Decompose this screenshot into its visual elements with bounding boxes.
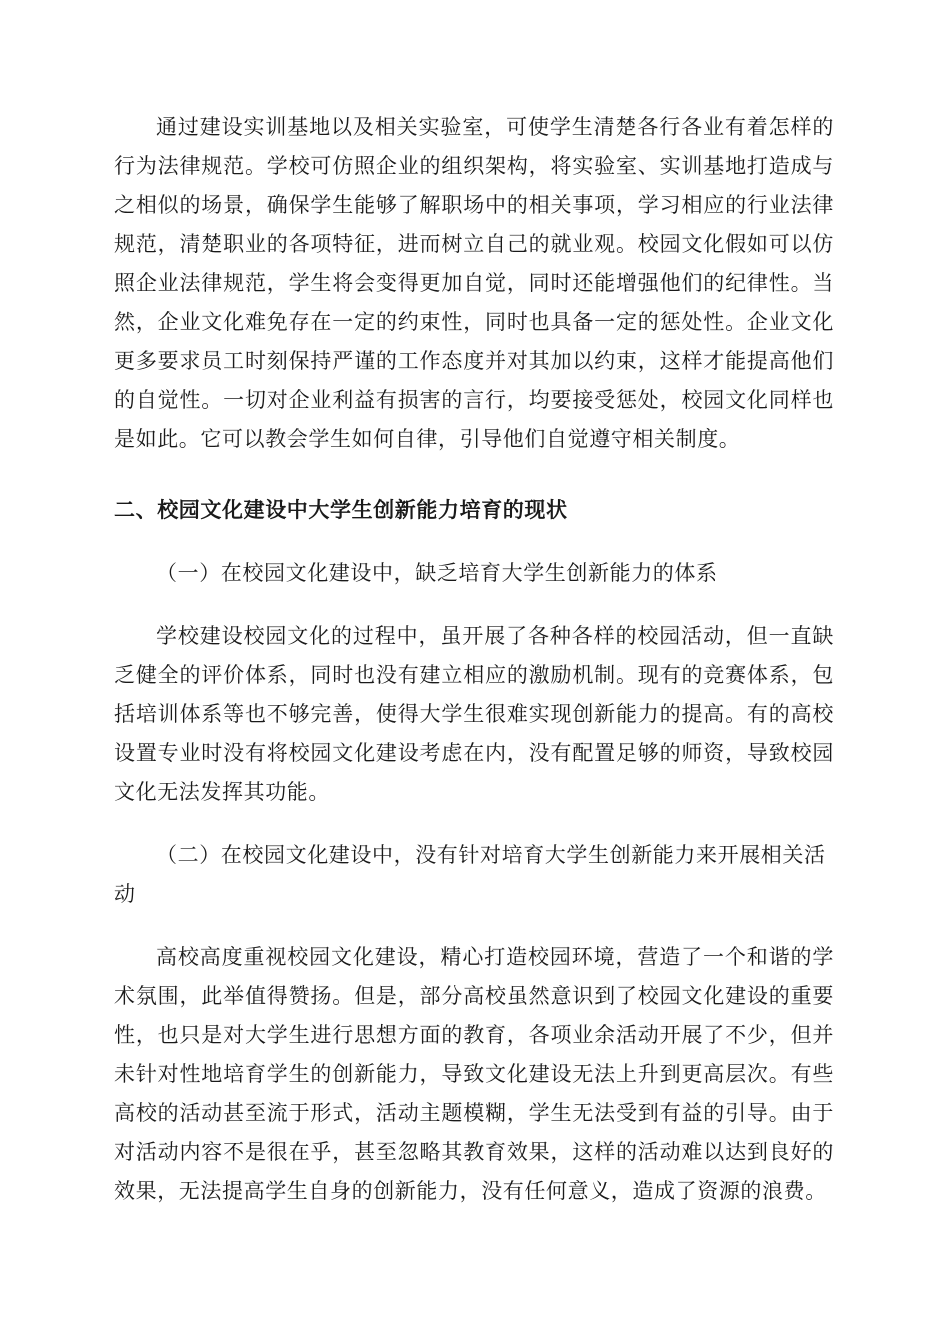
body-paragraph: 高校高度重视校园文化建设，精心打造校园环境，营造了一个和谐的学术氛围，此举值得赞扬。但是，部分高校虽然意识到了校园文化建设的重要性，也只是对大学生进行思想方面的教育，各项业余活动开展了不少，但并未针对性地培育学生的创新能力，导致文化建设无法上升到更高层次。有些高校的活动甚至流于形式，活动主题模糊，学生无法受到有益的引导。由于对活动内容不是很在乎，甚至忽略其教育效果，这样的活动难以达到良好的效果，无法提高学生自身的创新能力，没有任何意义，造成了资源的浪费。 [114,945,834,1203]
body-paragraph: 学校建设校园文化的过程中，虽开展了各种各样的校园活动，但一直缺乏健全的评价体系，同时也没有建立相应的激励机制。现有的竞赛体系，包括培训体系等也不够完善，使得大学生很难实现创新能力的提高。有的高校设置专业时没有将校园文化建设考虑在内，没有配置足够的师资，导致校园文化无法发挥其功能。 [114,624,834,804]
subsection-heading: （一）在校园文化建设中，缺乏培育大学生创新能力的体系 [156,561,718,585]
subsection-heading: （二）在校园文化建设中，没有针对培育大学生创新能力来开展相关活动 [114,843,826,906]
document-page [114,108,834,1211]
body-paragraph: 通过建设实训基地以及相关实验室，可使学生清楚各行各业有着怎样的行为法律规范。学校可仿照企业的组织架构，将实验室、实训基地打造成与之相似的场景，确保学生能够了解职场中的相关事项，学习相应的行业法律规范，清楚职业的各项特征，进而树立自己的就业观。校园文化假如可以仿照企业法律规范，学生将会变得更加自觉，同时还能增强他们的纪律性。当然，企业文化难免存在一定的约束性，同时也具备一定的惩处性。企业文化更多要求员工时刻保持严谨的工作态度并对其加以约束，这样才能提高他们的自觉性。一切对企业利益有损害的言行，均要接受惩处，校园文化同样也是如此。它可以教会学生如何自律，引导他们自觉遵守相关制度。 [114,115,834,451]
section-heading: 二、校园文化建设中大学生创新能力培育的现状 [114,498,568,522]
